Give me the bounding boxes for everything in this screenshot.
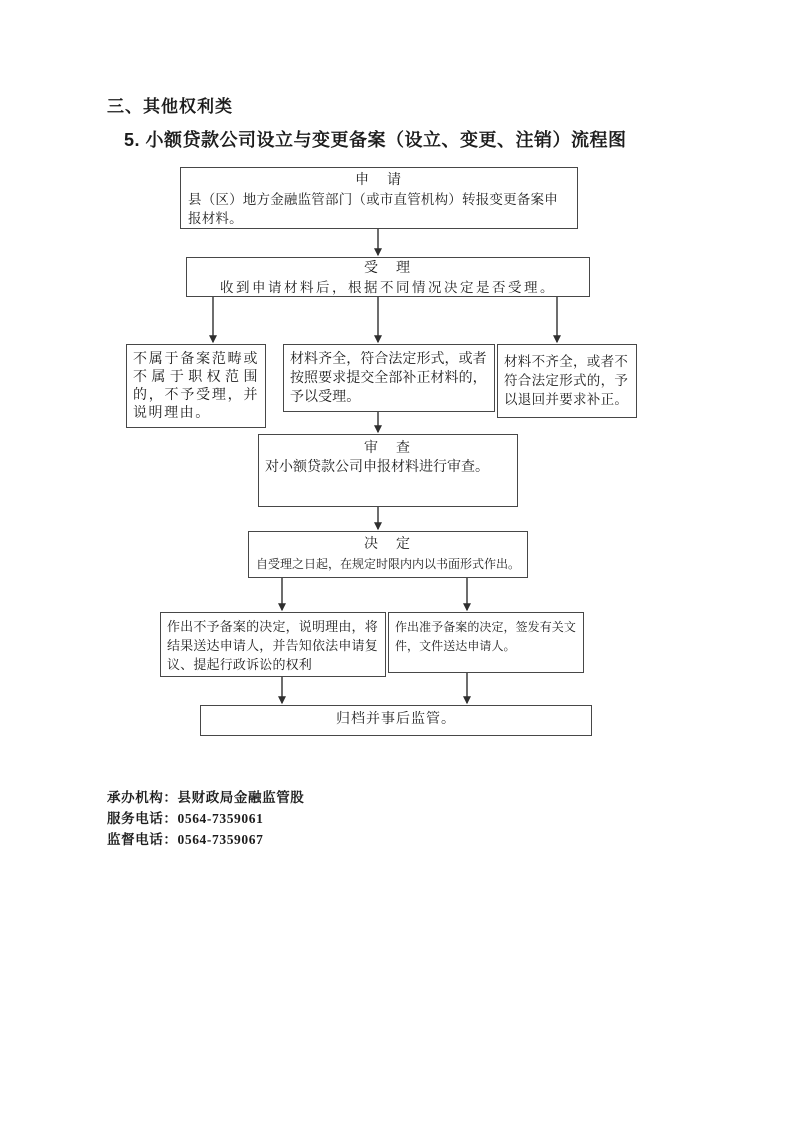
- flow-node-not-in-scope: [126, 344, 266, 428]
- flow-node-approve: [388, 612, 584, 673]
- page-title: 5. 小额贷款公司设立与变更备案（设立、变更、注销）流程图: [124, 130, 627, 150]
- footer-contact-block: [107, 787, 304, 850]
- node-approve-body: 作出准予备案的决定，签发有关文件，文件送达申请人。: [395, 620, 576, 653]
- node-archive-body: 归档并事后监管。: [336, 712, 456, 727]
- node-review-body: 对小额贷款公司申报材料进行审查。: [265, 460, 489, 475]
- flow-node-materials-incomplete: [497, 344, 637, 418]
- node-accept-body: 收到申请材料后，根据不同情况决定是否受理。: [220, 280, 556, 295]
- node-accept-title: 受 理: [364, 261, 412, 276]
- node-deny-body: 作出不予备案的决定，说明理由，将结果送达申请人，并告知依法申请复议、提起行政诉讼的权利: [167, 619, 378, 672]
- footer-supervision-phone-line: 监督电话：0564-7359067: [107, 832, 264, 847]
- node-decide-title: 决 定: [364, 537, 412, 552]
- flow-node-apply: [180, 167, 578, 229]
- flow-node-decide: [248, 531, 528, 578]
- footer-agency-line: 承办机构：县财政局金融监管股: [107, 790, 305, 805]
- footer-service-phone-line: 服务电话：0564-7359061: [107, 811, 264, 826]
- section-heading: 三、其他权利类: [107, 97, 233, 116]
- node-decide-body: 自受理之日起，在规定时限内内以书面形式作出。: [255, 557, 520, 571]
- node-materials-incomplete-body: 材料不齐全，或者不符合法定形式的，予以退回并要求补正。: [504, 354, 629, 407]
- node-not-in-scope-body: 不属于备案范畴或不属于职权范围的，不予受理，并说明理由。: [133, 352, 259, 421]
- flow-node-accept: [186, 257, 590, 297]
- flow-node-materials-complete: [283, 344, 495, 412]
- flow-node-archive: [200, 705, 592, 736]
- node-materials-complete-body: 材料齐全，符合法定形式，或者按照要求提交全部补正材料的，予以受理。: [290, 352, 487, 405]
- node-apply-body: 县（区）地方金融监管部门（或市直管机构）转报变更备案申报材料。: [188, 192, 558, 226]
- node-apply-title: 申 请: [355, 173, 403, 188]
- flow-node-deny: [160, 612, 386, 677]
- node-review-title: 审 查: [364, 441, 412, 456]
- flow-node-review: [258, 434, 518, 507]
